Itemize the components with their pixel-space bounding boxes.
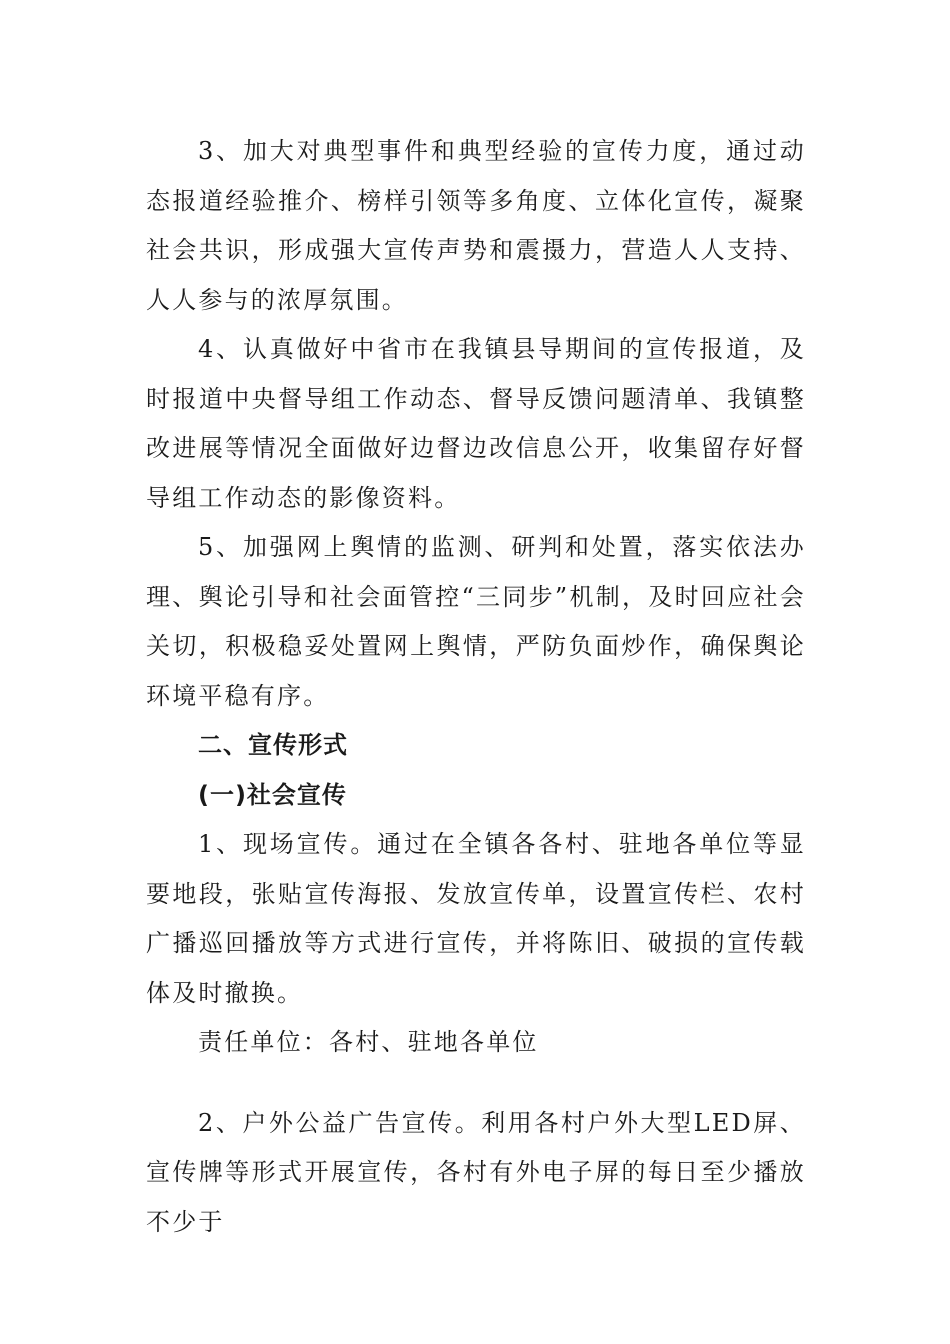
blank-spacer bbox=[146, 1068, 806, 1099]
responsibility-line: 责任单位：各村、驻地各单位 bbox=[198, 1028, 539, 1056]
subsection-heading: (一)社会宣传 bbox=[198, 780, 347, 809]
paragraph-item-5: 5、加强网上舆情的监测、研判和处置，落实依法办理、舆论引导和社会面管控“三同步”机制，及时回应社会关切，积极稳妥处置网上舆情，严防负面炒作，确保舆论环境平稳有序。 bbox=[146, 533, 806, 710]
document-body bbox=[146, 127, 806, 1247]
paragraph-item-1: 1、现场宣传。通过在全镇各各村、驻地各单位等显要地段，张贴宣传海报、发放宣传单，设置宣传栏、农村广播巡回播放等方式进行宣传，并将陈旧、破损的宣传载体及时撤换。 bbox=[146, 830, 806, 1007]
section-heading: 二、宣传形式 bbox=[198, 731, 348, 759]
paragraph-item-4: 4、认真做好中省市在我镇县导期间的宣传报道，及时报道中央督导组工作动态、督导反馈问题清单、我镇整改进展等情况全面做好边督边改信息公开，收集留存好督导组工作动态的影像资料。 bbox=[146, 335, 806, 512]
paragraph-item-3: 3、加大对典型事件和典型经验的宣传力度，通过动态报道经验推介、榜样引领等多角度、立体化宣传，凝聚社会共识，形成强大宣传声势和震摄力，营造人人支持、人人参与的浓厚氛围。 bbox=[146, 137, 806, 314]
paragraph-item-2: 2、户外公益广告宣传。利用各村户外大型LED屏、宣传牌等形式开展宣传，各村有外电子屏的每日至少播放不少于 bbox=[146, 1108, 806, 1236]
